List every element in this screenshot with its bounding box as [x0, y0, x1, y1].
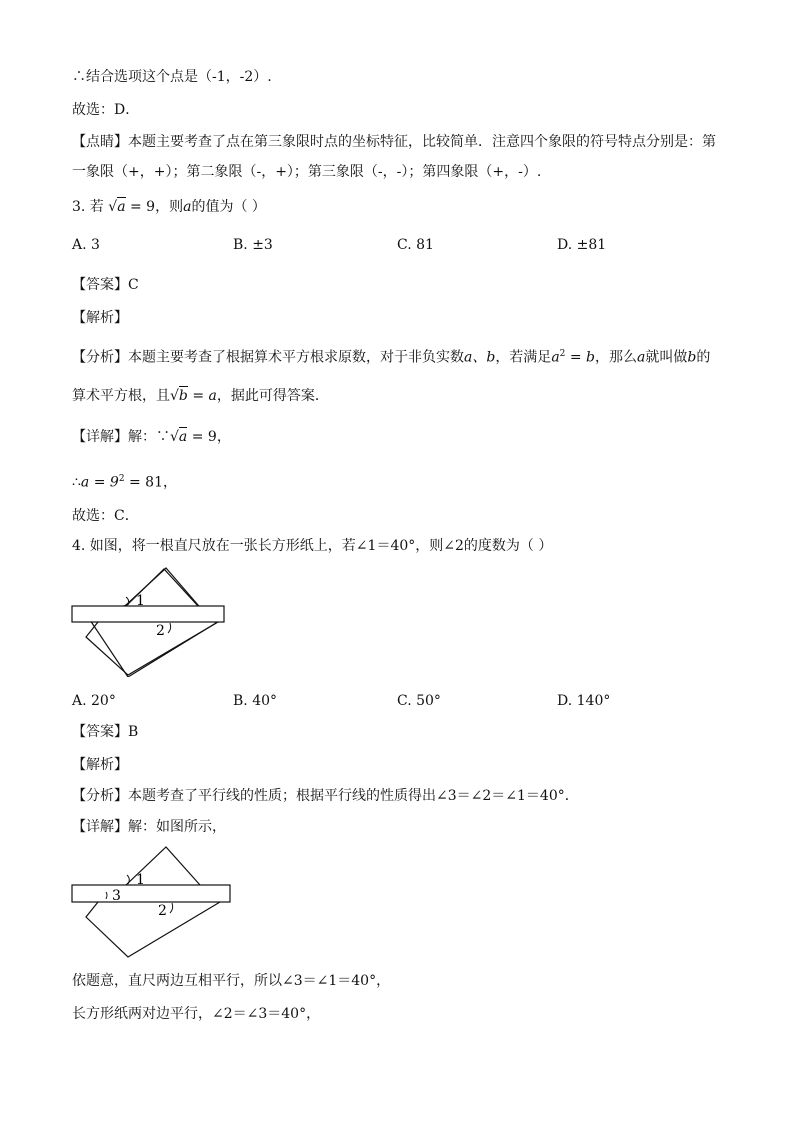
answer-4: 【答案】B: [72, 724, 139, 740]
option-d: D. 140°: [557, 693, 611, 709]
text: ，: [216, 429, 231, 445]
analysis-3-line2: [72, 387, 329, 405]
note-line: 【点睛】本题主要考查了点在第三象限时点的坐标特征，比较简单．注意四个象限的符号特点分别是：第: [72, 134, 716, 150]
reasoning-4-line1: 依题意，直尺两边互相平行，所以∠3＝∠1＝40°，: [72, 973, 391, 989]
superscript: 2: [559, 349, 566, 359]
angle-2-arc: [168, 623, 171, 633]
reasoning-4-line2: 长方形纸两对边平行，∠2＝∠3＝40°，: [72, 1006, 321, 1022]
ruler: [72, 885, 230, 902]
superscript: 2: [118, 474, 125, 484]
text: 的: [696, 349, 711, 366]
note-line: 一象限（+，+）；第二象限（-，+）；第三象限（-，-）；第四象限（+，-）.: [72, 164, 542, 180]
option-d: D. ±81: [557, 237, 607, 253]
text: 就叫做: [645, 349, 688, 366]
text: 【分析】本题主要考查了根据算术平方根求原数，对于非负实数: [72, 349, 464, 366]
option-c: C. 50°: [397, 693, 441, 709]
choose-3: 故选：C．: [72, 508, 139, 524]
paper-bottom: [86, 902, 220, 957]
option-b: B. ±3: [233, 237, 273, 253]
sqrt-b: √b: [170, 388, 188, 404]
q3-prefix: 3. 若: [72, 199, 104, 215]
ruler-paper-figure-labeled: [70, 845, 235, 960]
math-b: b: [687, 349, 697, 366]
text: 算术平方根，且: [72, 388, 170, 404]
analysis-4: 【分析】本题考查了平行线的性质；根据平行线的性质得出∠3＝∠2＝∠1＝40°．: [72, 788, 579, 804]
math-eq: = 81: [129, 474, 163, 491]
q3-equation: = 9: [130, 199, 156, 215]
detail-3-line2: [72, 470, 177, 492]
analysis-heading-3: 【解析】: [72, 310, 128, 326]
question-4: 4. 如图，将一根直尺放在一张长方形纸上，若∠1＝40°，则∠2的度数为（ ）: [72, 538, 553, 554]
q3-suffix: ，则: [155, 199, 184, 215]
sqrt-a: √a: [170, 429, 188, 445]
option-a: A. 3: [72, 237, 100, 253]
question-3: [72, 198, 266, 216]
angle-2-arc: [170, 903, 173, 913]
q3-suffix2: 的值为（ ）: [191, 199, 266, 215]
angle-2-label: 2: [156, 623, 165, 639]
angle-3-label: 3: [112, 888, 121, 904]
detail-3-line1: [72, 428, 231, 446]
math-eq: a = 9: [80, 474, 119, 491]
angle-1-label: 1: [136, 593, 145, 609]
detail-4: 【详解】解：如图所示，: [72, 819, 226, 835]
angle-1-label: 1: [136, 872, 145, 888]
paper-bottom: [86, 622, 218, 675]
text: ∴: [72, 474, 81, 491]
text-line: 故选：D．: [72, 102, 140, 118]
math-eq: = 9: [191, 429, 217, 445]
text: ，那么: [595, 349, 638, 366]
text-line: ∴结合选项这个点是（-1，-2）.: [72, 69, 272, 85]
text: ，: [163, 474, 177, 491]
option-b: B. 40°: [233, 693, 278, 709]
text: ，据此可得答案．: [216, 388, 329, 404]
math-eq: = b: [569, 349, 596, 366]
ruler-fill: [73, 607, 223, 621]
ruler-paper-figure: [70, 565, 230, 677]
math-vars: a、b: [464, 349, 496, 366]
math-eq: = a: [192, 388, 217, 404]
sqrt-a: √a: [108, 199, 126, 215]
analysis-3-line1: [72, 345, 710, 367]
option-a: A. 20°: [72, 693, 116, 709]
math-a: a: [551, 349, 560, 366]
math-a: a: [637, 349, 646, 366]
angle-2-label: 2: [158, 903, 167, 919]
option-c: C. 81: [397, 237, 434, 253]
answer-3: 【答案】C: [72, 277, 139, 293]
q3-var: a: [183, 199, 192, 215]
analysis-heading-4: 【解析】: [72, 757, 128, 773]
text: 【详解】解：∵: [72, 429, 170, 445]
text: ，若满足: [495, 349, 552, 366]
